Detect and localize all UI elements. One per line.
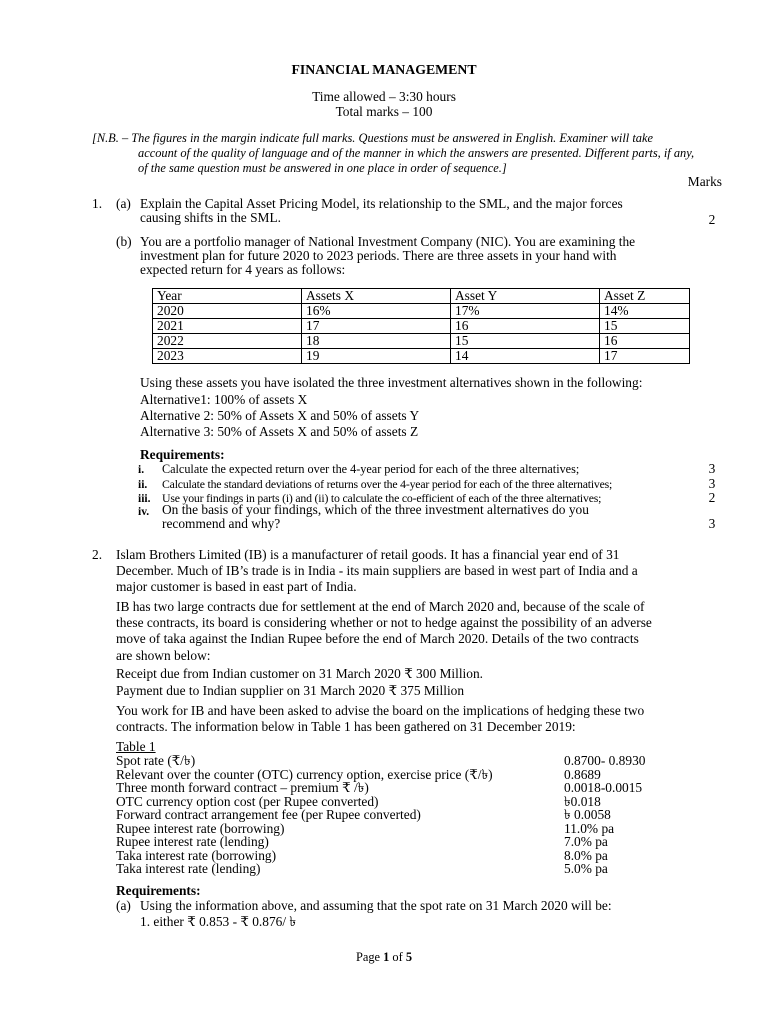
- alternative-item: Alternative 2: 50% of Assets X and 50% of assets Y: [140, 408, 420, 423]
- q1b-line: You are a portfolio manager of National Investment Company (NIC). You are examining the: [140, 234, 636, 249]
- table1-label: Spot rate (₹/৳): [116, 753, 196, 768]
- nb-note: [92, 131, 722, 177]
- q2-line: Islam Brothers Limited (IB) is a manufacturer of retail goods. It has a financial year end of 31: [116, 547, 620, 562]
- table-cell: 14%: [600, 304, 690, 319]
- table1-label: Rupee interest rate (lending): [116, 834, 269, 849]
- mark-value: 2: [708, 490, 716, 505]
- mark-value: 3: [708, 461, 716, 476]
- requirement-text: Use your findings in parts (i) and (ii) to calculate the co-efficient of each of the three alternatives;: [162, 491, 602, 505]
- table-cell: 2023: [153, 349, 302, 364]
- table-header-cell: Asset Z: [600, 289, 690, 304]
- payment-line: Payment due to Indian supplier on 31 March 2020 ₹ 375 Million: [116, 683, 465, 698]
- table-cell: 17%: [451, 304, 600, 319]
- mark-value: 3: [708, 476, 716, 491]
- table1-label: Rupee interest rate (borrowing): [116, 821, 285, 836]
- q2-line: these contracts, its board is considering whether or not to hedge against the possibility of an adverse: [116, 615, 652, 631]
- q1b-line: investment plan for future 2020 to 2023 periods. There are three assets in your hand with: [140, 248, 617, 264]
- alternative-item: Alternative1: 100% of assets X: [140, 392, 308, 407]
- table-cell: 16: [600, 334, 690, 349]
- question-number: 1.: [92, 196, 103, 211]
- requirement-text: Calculate the standard deviations of returns over the 4-year period for each of the three alternatives;: [162, 477, 613, 491]
- q2-line: You work for IB and have been asked to advise the board on the implications of hedging these two: [116, 703, 645, 718]
- nb-line: account of the quality of language and of the manner in which the answers are presented. Different parts, if any,: [138, 146, 695, 161]
- roman-numeral: ii.: [138, 479, 148, 491]
- table1-value: ৳0.018: [564, 794, 601, 809]
- table-cell: 16%: [302, 304, 451, 319]
- table1-value: 0.0018-0.0015: [564, 780, 643, 795]
- table-cell: 2022: [153, 334, 302, 349]
- q2-line: major customer is based in east part of India.: [116, 579, 357, 595]
- roman-numeral: i.: [138, 464, 145, 476]
- table-row: [153, 334, 690, 349]
- question-number: 2.: [92, 547, 103, 562]
- q2-paragraph: [116, 704, 688, 734]
- table1-label: Three month forward contract – premium ₹ /৳): [116, 780, 369, 795]
- q2-paragraph: [116, 548, 688, 595]
- table1-value: 0.8689: [564, 767, 601, 782]
- alternative-item: Alternative 3: 50% of Assets X and 50% of assets Z: [140, 424, 419, 439]
- table-cell: 17: [302, 319, 451, 334]
- q1b-line: expected return for 4 years as follows:: [140, 262, 346, 278]
- table-cell: 2021: [153, 319, 302, 334]
- table1-label: OTC currency option cost (per Rupee converted): [116, 794, 379, 809]
- nb-line: [N.B. – The figures in the margin indicate full marks. Questions must be answered in English. Examiner will take: [92, 131, 653, 145]
- mark-value: 2: [708, 212, 716, 227]
- roman-numeral: iv.: [138, 506, 150, 518]
- receipt-line: Receipt due from Indian customer on 31 March 2020 ₹ 300 Million.: [116, 666, 484, 681]
- marks-column-heading: Marks: [687, 174, 722, 189]
- table-header-row: [153, 289, 690, 304]
- requirements-heading: Requirements:: [140, 447, 225, 462]
- time-allowed: Time allowed – 3:30 hours: [312, 89, 456, 104]
- requirement-line: recommend and why?: [162, 516, 281, 532]
- page-current: 1: [383, 950, 390, 964]
- table1-value: 7.0% pa: [564, 834, 608, 849]
- table-cell: 18: [302, 334, 451, 349]
- part-label: (a): [116, 196, 131, 211]
- exam-title: FINANCIAL MANAGEMENT: [291, 62, 477, 77]
- requirement-line: On the basis of your findings, which of the three investment alternatives do you: [162, 502, 589, 517]
- roman-numeral: iii.: [138, 493, 151, 505]
- page-prefix: Page: [355, 950, 384, 964]
- nb-line: of the same question must be answered in one place in order of sequence.]: [138, 161, 507, 176]
- q1a-line: Explain the Capital Asset Pricing Model, its relationship to the SML, and the major forces: [140, 196, 623, 211]
- requirement-subitem: 1. either ₹ 0.853 - ₹ 0.876/ ৳: [140, 914, 297, 929]
- page-total: 5: [405, 950, 413, 964]
- asset-returns-table: [152, 288, 690, 364]
- part-label: (b): [116, 234, 132, 249]
- table1-label: Forward contract arrangement fee (per Rupee converted): [116, 807, 421, 822]
- table1-label: Relevant over the counter (OTC) currency option, exercise price (₹/৳): [116, 767, 493, 782]
- requirements-heading: Requirements:: [116, 883, 201, 898]
- table-header-cell: Assets X: [302, 289, 451, 304]
- table-cell: 14: [451, 349, 600, 364]
- q2-line: IB has two large contracts due for settlement at the end of March 2020 and, because of the scale of: [116, 599, 645, 614]
- table1-value: 11.0% pa: [564, 821, 615, 836]
- table-cell: 16: [451, 319, 600, 334]
- requirement-text: Using the information above, and assuming that the spot rate on 31 March 2020 will be:: [140, 898, 612, 913]
- q2-line: contracts. The information below in Table 1 has been gathered on 31 December 2019:: [116, 719, 576, 735]
- table1-value: 0.8700- 0.8930: [564, 753, 646, 768]
- requirement-text: Calculate the expected return over the 4-year period for each of the three alternatives;: [162, 462, 580, 476]
- q2-line: are shown below:: [116, 647, 211, 663]
- table-header-cell: Year: [153, 289, 302, 304]
- table-cell: 2020: [153, 304, 302, 319]
- table-header-cell: Asset Y: [451, 289, 600, 304]
- part-label: (a): [116, 898, 131, 913]
- q2-line: move of taka against the Indian Rupee before the end of March 2020. Details of the two contracts: [116, 631, 639, 647]
- q1a-text: [140, 197, 686, 225]
- table1-label: Taka interest rate (lending): [116, 861, 261, 876]
- table1-value: 8.0% pa: [564, 848, 608, 863]
- q1b-text: [140, 235, 686, 278]
- table-cell: 15: [451, 334, 600, 349]
- table-row: [153, 319, 690, 334]
- table1-value: 5.0% pa: [564, 861, 608, 876]
- total-marks: Total marks – 100: [335, 104, 433, 119]
- table-cell: 19: [302, 349, 451, 364]
- table-cell: 17: [600, 349, 690, 364]
- table1-title: Table 1: [116, 739, 156, 754]
- page-mid: of: [389, 950, 406, 964]
- table-cell: 15: [600, 319, 690, 334]
- requirement-text: [162, 503, 684, 531]
- table-row: [153, 349, 690, 364]
- q2-paragraph: [116, 600, 688, 663]
- alternatives-intro: Using these assets you have isolated the three investment alternatives shown in the following:: [140, 375, 643, 390]
- mark-value: 3: [708, 516, 716, 531]
- table1-value: ৳ 0.0058: [564, 807, 611, 822]
- q2-line: December. Much of IB’s trade is in India - its main suppliers are based in west part of India and a: [116, 563, 638, 579]
- table-row: [153, 304, 690, 319]
- table1-label: Taka interest rate (borrowing): [116, 848, 277, 863]
- q1a-line: causing shifts in the SML.: [140, 210, 281, 226]
- page-number: [0, 950, 768, 964]
